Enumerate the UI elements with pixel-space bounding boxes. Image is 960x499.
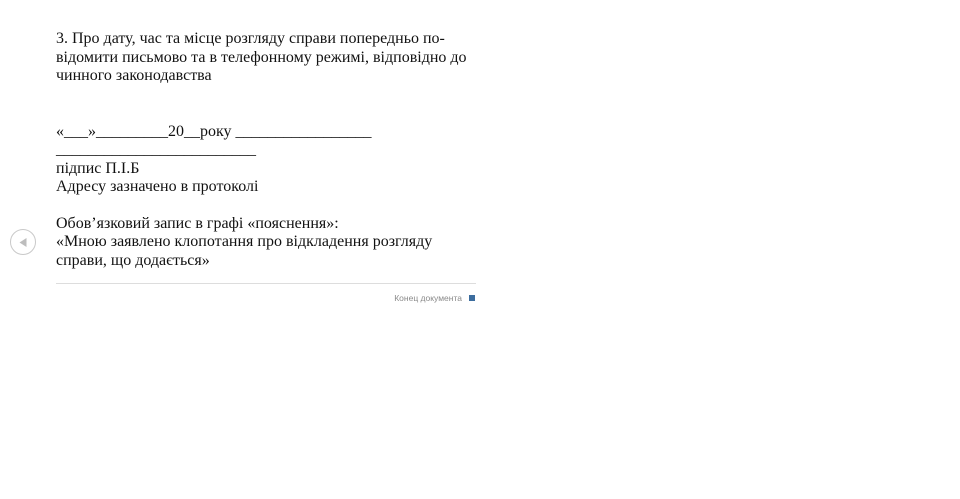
- end-of-document-label: Конец документа: [394, 293, 462, 303]
- paragraph-3-line: відомити письмово та в телефонному режимі, відповідно до: [56, 48, 467, 66]
- chevron-left-icon: [11, 230, 37, 256]
- paragraph-3-line: 3. Про дату, час та місце розгляду справи попередньо по-: [56, 30, 445, 47]
- date-line: «___»_________20__року _________________: [56, 122, 372, 140]
- address-note: Адресу зазначено в протоколі: [56, 178, 259, 195]
- end-of-document-marker-icon: [469, 295, 475, 301]
- paragraph-3-line: чинного законодавства: [56, 67, 212, 84]
- signature-caption: підпис П.І.Б: [56, 159, 140, 177]
- signature-block: [56, 123, 478, 197]
- mandatory-note-line: справи, що додається»: [56, 251, 210, 269]
- mandatory-note-title: Обов’язковий запис в графі «пояснення»:: [56, 214, 339, 232]
- previous-page-button[interactable]: [10, 229, 36, 255]
- paragraph-3: [56, 30, 478, 86]
- end-divider: [56, 283, 476, 284]
- document-body: [56, 30, 478, 270]
- mandatory-note: [56, 215, 478, 271]
- mandatory-note-line: «Мною заявлено клопотання про відкладення розгляду: [56, 233, 433, 250]
- signature-line: _________________________: [56, 141, 256, 158]
